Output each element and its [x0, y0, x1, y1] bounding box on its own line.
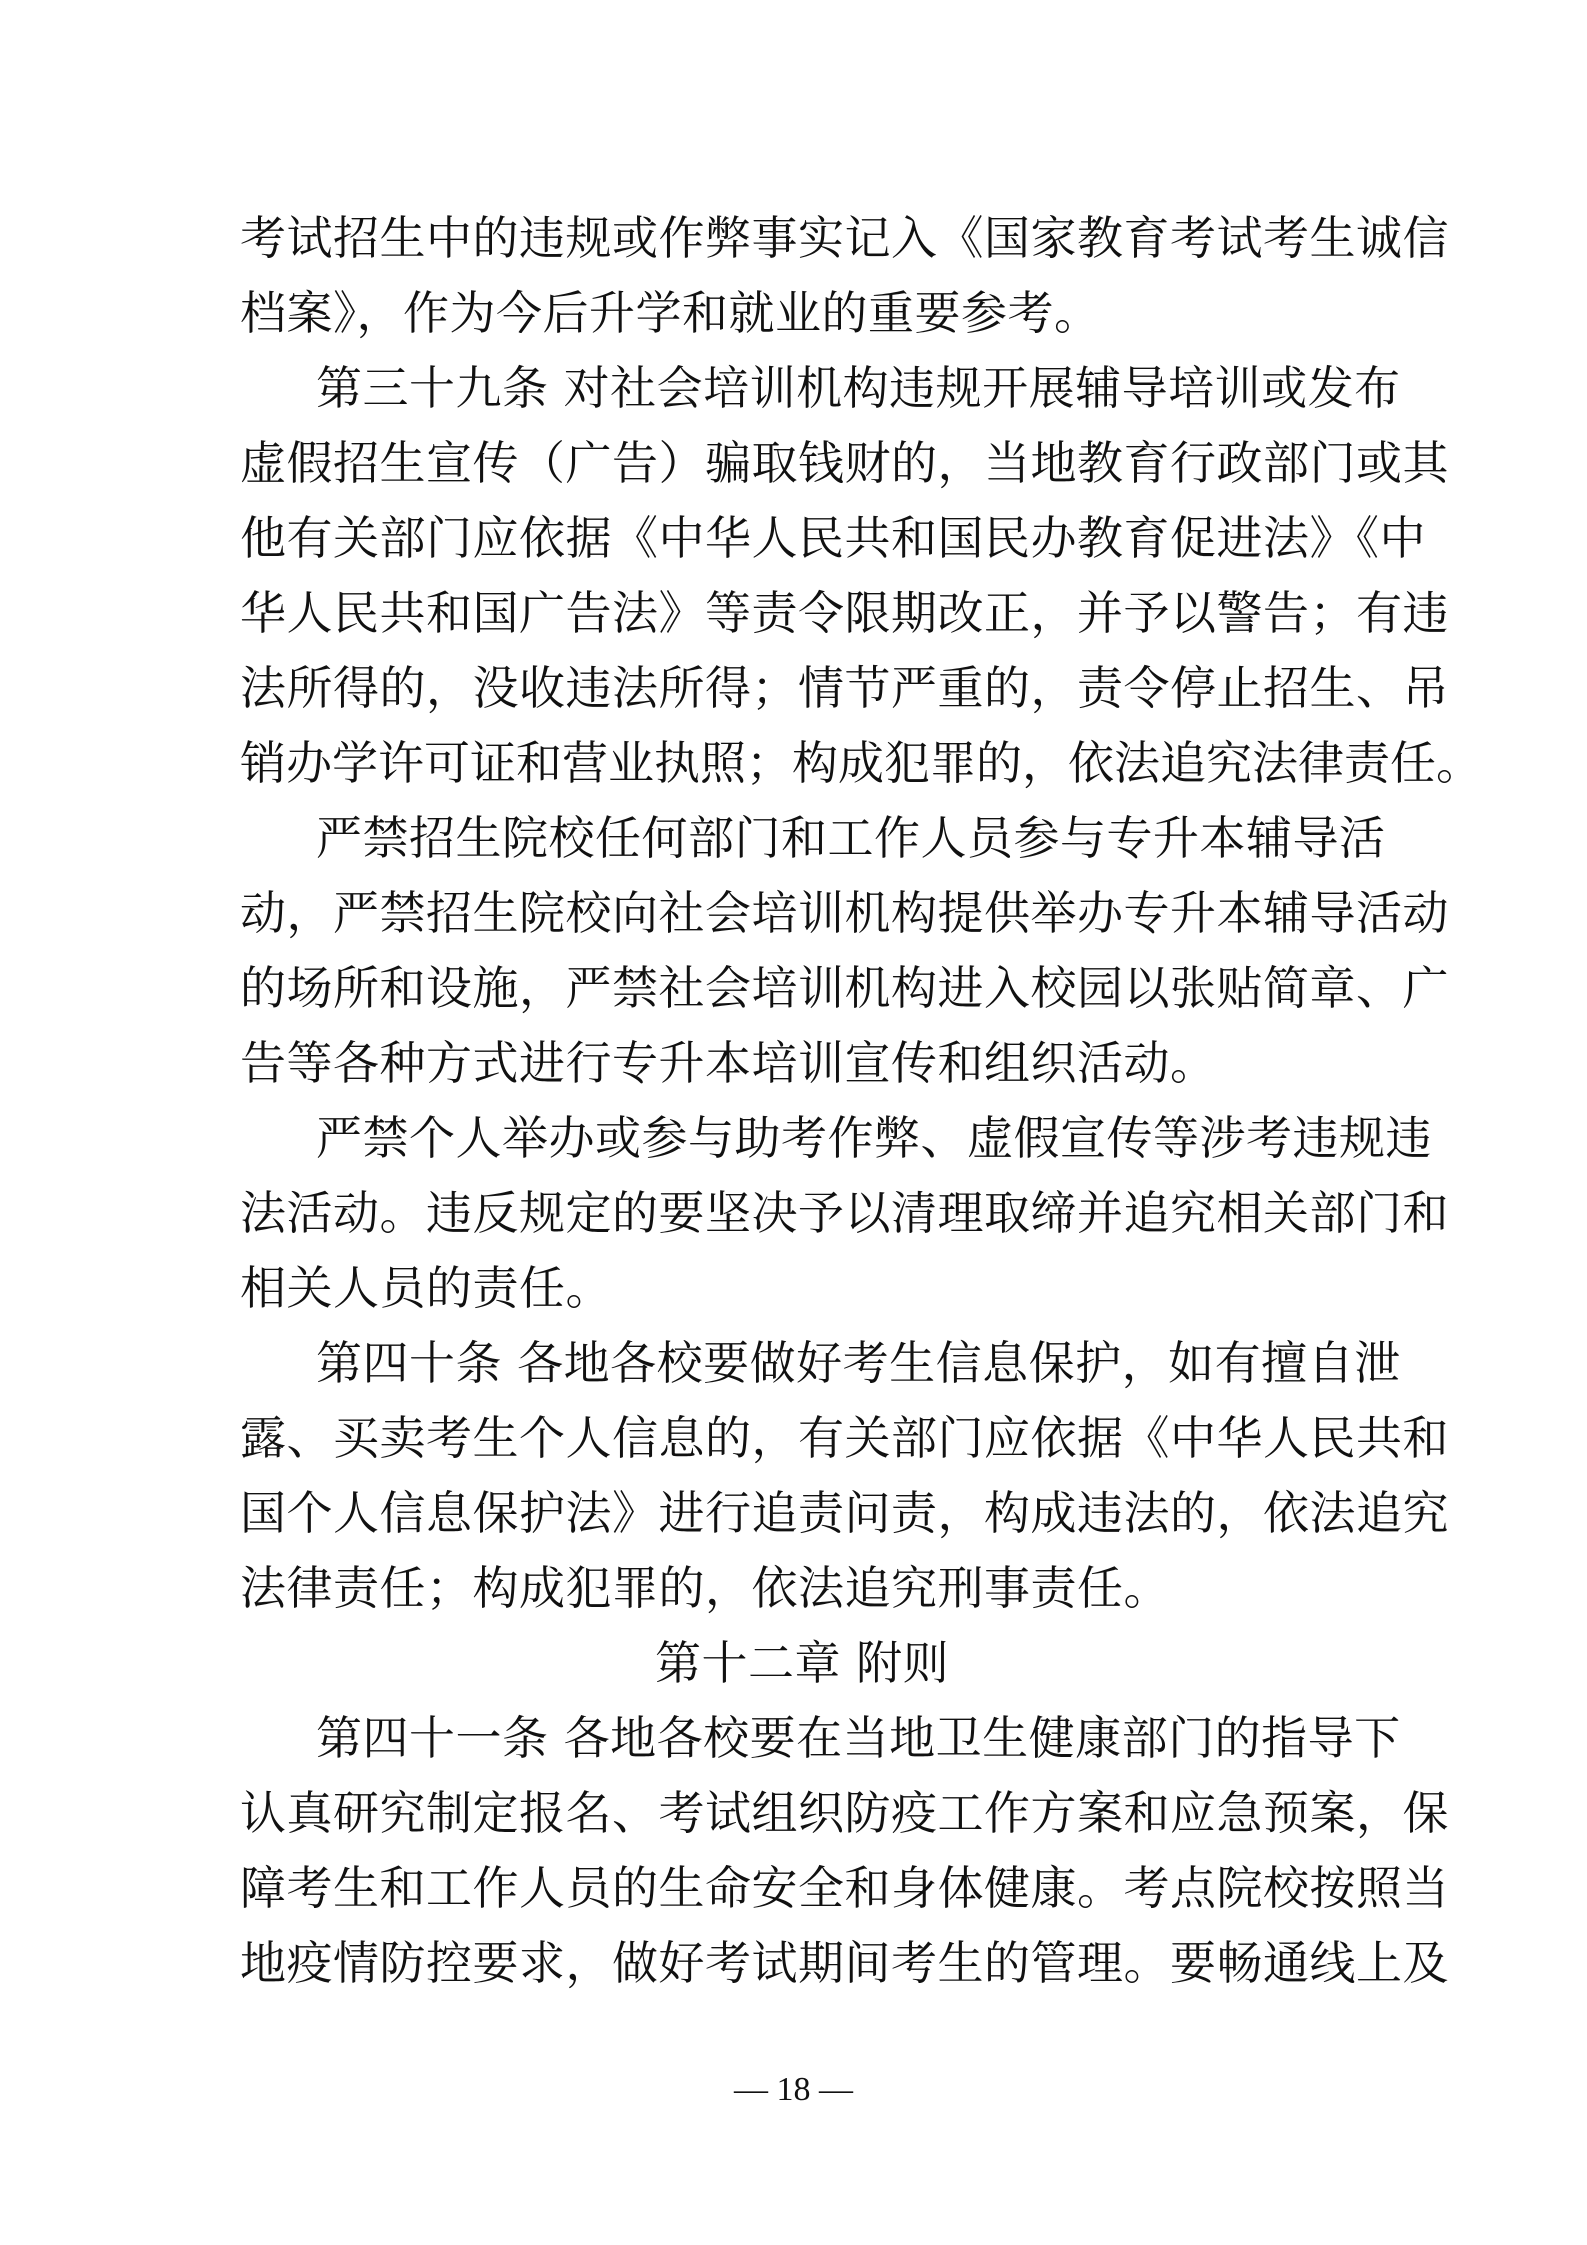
- text-line: 他有关部门应依据《中华人民共和国民办教育促进法》《中: [240, 511, 1426, 565]
- text-line: 华人民共和国广告法》等责令限期改正，并予以警告；有违: [240, 586, 1449, 640]
- text-line: 露、买卖考生个人信息的，有关部门应依据《中华人民共和: [240, 1411, 1449, 1465]
- text-line: 地疫情防控要求，做好考试期间考生的管理。要畅通线上及: [240, 1936, 1449, 1990]
- article-40-heading-line: 第四十条 各地各校要做好考生信息保护，如有擅自泄: [316, 1336, 1401, 1390]
- text-line: 法律责任；构成犯罪的，依法追究刑事责任。: [240, 1561, 1170, 1615]
- text-line: 销办学许可证和营业执照；构成犯罪的，依法追究法律责任。: [240, 736, 1482, 790]
- text-line: 国个人信息保护法》进行追责问责，构成违法的，依法追究: [240, 1486, 1449, 1540]
- paragraph-start-line: 严禁个人举办或参与助考作弊、虚假宣传等涉考违规违: [316, 1111, 1432, 1165]
- text-line: 考试招生中的违规或作弊事实记入《国家教育考试考生诚信: [240, 211, 1449, 265]
- article-41-heading-line: 第四十一条 各地各校要在当地卫生健康部门的指导下: [316, 1711, 1401, 1765]
- text-line: 认真研究制定报名、考试组织防疫工作方案和应急预案，保: [240, 1786, 1449, 1840]
- text-line: 法活动。违反规定的要坚决予以清理取缔并追究相关部门和: [240, 1186, 1449, 1240]
- text-line: 障考生和工作人员的生命安全和身体健康。考点院校按照当: [240, 1861, 1449, 1915]
- paragraph-start-line: 严禁招生院校任何部门和工作人员参与专升本辅导活: [316, 811, 1386, 865]
- text-line: 的场所和设施，严禁社会培训机构进入校园以张贴简章、广: [240, 961, 1449, 1015]
- text-line: 档案》，作为今后升学和就业的重要参考。: [240, 286, 1101, 340]
- article-39-heading-line: 第三十九条 对社会培训机构违规开展辅导培训或发布: [316, 361, 1401, 415]
- text-line: 相关人员的责任。: [240, 1261, 612, 1315]
- text-line: 法所得的，没收违法所得；情节严重的，责令停止招生、吊: [240, 661, 1449, 715]
- text-line: 虚假招生宣传（广告）骗取钱财的，当地教育行政部门或其: [240, 436, 1449, 490]
- text-line: 动，严禁招生院校向社会培训机构提供举办专升本辅导活动: [240, 886, 1449, 940]
- chapter-heading: 第十二章 附则: [655, 1636, 950, 1690]
- text-line: 告等各种方式进行专升本培训宣传和组织活动。: [240, 1036, 1217, 1090]
- page-number: — 18 —: [734, 2071, 853, 2108]
